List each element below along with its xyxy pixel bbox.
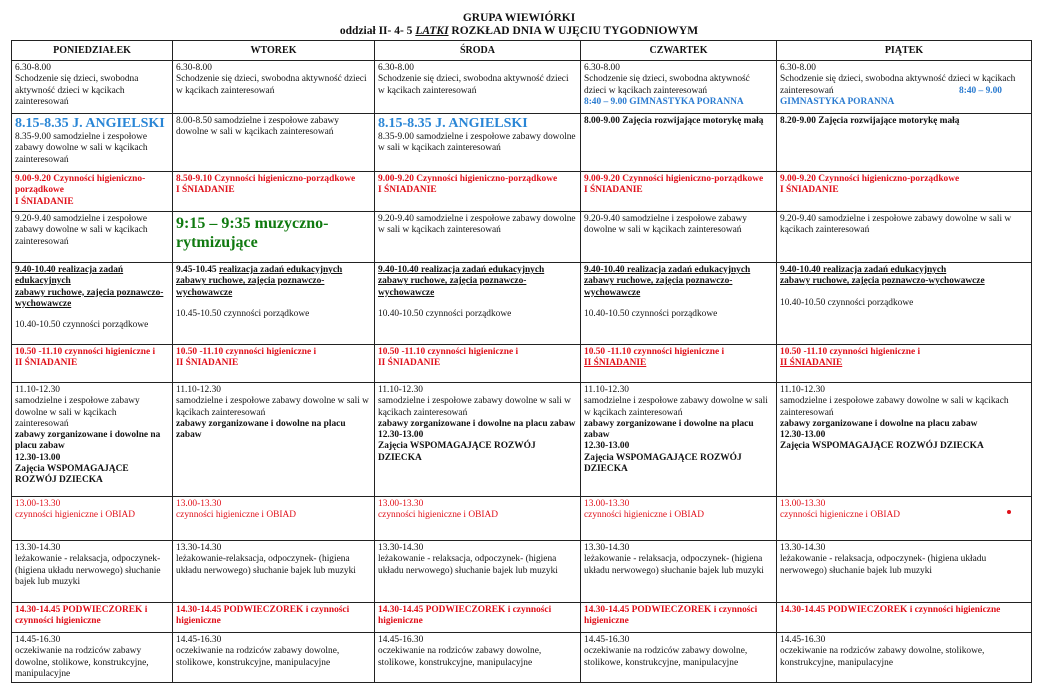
text: 8.20-9.00 Zajęcia rozwijające motorykę małą xyxy=(780,116,960,126)
cell-snack-tue: 14.30-14.45 PODWIECZOREK i czynności higieniczne xyxy=(173,603,375,633)
text: leżakowanie - relaksacja, odpoczynek- (higiena układu nerwowego) słuchanie bajek lub muzyki xyxy=(15,554,161,587)
time: 11.10-12.30 xyxy=(378,385,423,395)
cell-breakfast-tue xyxy=(173,172,375,212)
cell-wait-fri xyxy=(777,633,1032,683)
text: leżakowanie - relaksacja, odpoczynek- (higiena układu nerwowego) słuchanie bajek lub muzyki xyxy=(780,554,987,576)
tidy: 10.45-10.50 czynności porządkowe xyxy=(176,308,310,319)
time: 13.30-14.30 xyxy=(584,543,630,553)
meal: I ŚNIADANIE xyxy=(378,185,437,196)
text: Schodzenie się dzieci, swobodna aktywność dzieci w kącikach zainteresowań xyxy=(176,74,367,96)
cell-play-fri xyxy=(777,212,1032,263)
cell-breakfast-mon xyxy=(12,172,173,212)
schedule-table xyxy=(11,40,1032,683)
cell-wait-mon xyxy=(12,633,173,683)
time: 11.10-12.30 xyxy=(176,385,221,395)
table-row xyxy=(12,61,1032,114)
text: oczekiwanie na rodziców zabawy dowolne, stolikowe, konstrukcyjne, manipulacyjne xyxy=(378,646,542,668)
text: czynności higieniczne i OBIAD xyxy=(780,510,901,521)
text: 9.00-9.20 Czynności higieniczno-porządkowe xyxy=(378,174,558,184)
outdoor: zabawy zorganizowane i dowolne na placu zabaw xyxy=(378,418,576,429)
cell-wait-tue xyxy=(173,633,375,683)
time: 13.30-14.30 xyxy=(378,543,424,553)
subtitle-suffix: ROZKŁAD DNIA W UJĘCIU TYGODNIOWYM xyxy=(448,25,699,37)
cell-arrival-tue xyxy=(173,61,375,114)
cell-lunch-wed xyxy=(375,497,581,541)
cell-snack-thu: 14.30-14.45 PODWIECZOREK i czynności higieniczne xyxy=(581,603,777,633)
meal: II ŚNIADANIE xyxy=(378,358,441,369)
cell-outdoor-wed xyxy=(375,383,581,497)
table-row xyxy=(12,541,1032,603)
english-label: 8.15-8.35 J. ANGIELSKI xyxy=(378,116,528,131)
cell-snack-mon: 14.30-14.45 PODWIECZOREK i czynności higieniczne xyxy=(12,603,173,633)
cell-morning-fri xyxy=(777,114,1032,172)
time: 11.10-12.30 xyxy=(15,385,60,395)
cell-wait-wed xyxy=(375,633,581,683)
cell-breakfast-fri xyxy=(777,172,1032,212)
cell-outdoor-fri xyxy=(777,383,1032,497)
support: Zajęcia WSPOMAGAJĄCE ROZWÓJ DZIECKA xyxy=(780,441,984,452)
text: 8.35-9.00 samodzielne i zespołowe zabawy dowolne w sali w kącikach zainteresowań xyxy=(378,132,576,154)
table-row xyxy=(12,263,1032,345)
text: realizacja zadań edukacyjnych xyxy=(218,265,343,275)
gym-label: GIMNASTYKA PORANNA xyxy=(780,96,895,107)
day-header-fri: PIĄTEK xyxy=(777,41,1032,61)
cell-arrival-fri xyxy=(777,61,1032,114)
text: czynności higieniczne i OBIAD xyxy=(176,510,297,521)
text: 9.40-10.40 realizacja zadań edukacyjnych xyxy=(378,265,545,275)
music-text: 9:15 – 9:35 muzyczno-rytmizujące xyxy=(176,215,329,251)
outdoor: zabawy zorganizowane i dowolne na placu zabaw xyxy=(780,418,978,429)
cell-lunch-tue xyxy=(173,497,375,541)
time: 13.00-13.30 xyxy=(176,499,222,509)
english-label: 8.15-8.35 J. ANGIELSKI xyxy=(15,116,165,131)
cell-play-wed xyxy=(375,212,581,263)
text: czynności higieniczne i OBIAD xyxy=(15,510,136,521)
support: Zajęcia WSPOMAGAJĄCE ROZWÓJ DZIECKA xyxy=(584,452,742,475)
text: samodzielne i zespołowe zabawy dowolne w sali w kącikach zainteresowań xyxy=(176,396,369,418)
cell-outdoor-tue xyxy=(173,383,375,497)
cell-snack-fri: 14.30-14.45 PODWIECZOREK i czynności higieniczne xyxy=(777,603,1032,633)
cell-rest-thu xyxy=(581,541,777,603)
day-header-tue: WTOREK xyxy=(173,41,375,61)
cell-edu-tue xyxy=(173,263,375,345)
text: 9.40-10.40 realizacja zadań edukacyjnych xyxy=(584,265,751,275)
text: 8.00-8.50 samodzielne i zespołowe zabawy dowolne w sali w kącikach zainteresowań xyxy=(176,116,339,138)
text: 9.40-10.40 realizacja zadań edukacyjnych xyxy=(15,265,124,287)
time: 11.10-12.30 xyxy=(584,385,629,395)
cell-snack2-thu xyxy=(581,345,777,383)
meal: I ŚNIADANIE xyxy=(15,196,74,207)
cell-snack2-wed xyxy=(375,345,581,383)
day-header-thu: CZWARTEK xyxy=(581,41,777,61)
time: 13.30-14.30 xyxy=(15,543,61,553)
text: 9.40-10.40 realizacja zadań edukacyjnych xyxy=(780,265,947,275)
support: Zajęcia WSPOMAGAJĄCE ROZWÓJ DZIECKA xyxy=(15,464,129,486)
gym-text: 8:40 – 9.00 GIMNASTYKA PORANNA xyxy=(584,96,744,107)
meal: I ŚNIADANIE xyxy=(584,185,643,196)
text: 10.50 -11.10 czynności higieniczne i xyxy=(15,347,156,357)
cell-rest-fri xyxy=(777,541,1032,603)
text: leżakowanie - relaksacja, odpoczynek- (higiena układu nerwowego) słuchanie bajek lub muzyki xyxy=(584,554,764,576)
time: 13.30-14.30 xyxy=(176,543,222,553)
outdoor: zabawy zorganizowane i dowolne na placu zabaw xyxy=(176,418,346,441)
cell-arrival-wed xyxy=(375,61,581,114)
cell-play-mon xyxy=(12,212,173,263)
text: 9.20-9.40 samodzielne i zespołowe zabawy dowolne w sali w kącikach zainteresowań xyxy=(15,214,148,247)
text: samodzielne i zespołowe zabawy dowolne w sali w kącikach zainteresowań xyxy=(378,396,571,418)
time: 14.45-16.30 xyxy=(584,635,630,645)
text: 9.00-9.20 Czynności higieniczno-porządkowe xyxy=(15,174,146,196)
meal: I ŚNIADANIE xyxy=(780,185,839,196)
text: 9.20-9.40 samodzielne i zespołowe zabawy dowolne w sali w kącikach zainteresowań xyxy=(378,214,576,236)
text: 10.50 -11.10 czynności higieniczne i xyxy=(584,347,725,357)
text: samodzielne i zespołowe zabawy dowolne w sali w kącikach zainteresowań xyxy=(584,396,768,418)
cell-morning-tue xyxy=(173,114,375,172)
cell-morning-wed xyxy=(375,114,581,172)
cell-snack2-mon xyxy=(12,345,173,383)
text: leżakowanie-relaksacja, odpoczynek- (higiena układu nerwowego) słuchanie bajek lub muzyki xyxy=(176,554,356,576)
meal: II ŚNIADANIE xyxy=(15,358,78,369)
text: zabawy ruchowe, zajęcia poznawczo-wychowawcze xyxy=(780,276,985,287)
cell-snack2-fri xyxy=(777,345,1032,383)
time: 13.30-14.30 xyxy=(780,543,826,553)
cell-outdoor-mon xyxy=(12,383,173,497)
support-time: 12.30-13.00 xyxy=(584,441,630,452)
red-dot-mark xyxy=(1007,510,1011,514)
day-header-wed: ŚRODA xyxy=(375,41,581,61)
text: samodzielne i zespołowe zabawy dowolne w sali w kącikach zainteresowań xyxy=(15,396,140,429)
cell-edu-thu xyxy=(581,263,777,345)
table-row xyxy=(12,345,1032,383)
support-time: 12.30-13.00 xyxy=(780,430,826,441)
tidy: 10.40-10.50 czynności porządkowe xyxy=(584,308,718,319)
cell-outdoor-thu xyxy=(581,383,777,497)
support: Zajęcia WSPOMAGAJĄCE ROZWÓJ DZIECKA xyxy=(378,441,536,463)
time: 13.00-13.30 xyxy=(584,499,630,509)
time: 6.30-8.00 xyxy=(584,63,620,73)
cell-rest-wed xyxy=(375,541,581,603)
gym-time: 8:40 – 9.00 xyxy=(959,85,1002,96)
text: zabawy ruchowe, zajęcia poznawczo-wychowawcze xyxy=(15,287,164,309)
cell-play-thu xyxy=(581,212,777,263)
text: 10.50 -11.10 czynności higieniczne i xyxy=(378,347,519,357)
time: 6.30-8.00 xyxy=(378,63,414,73)
text: Schodzenie się dzieci, swobodna aktywność dzieci w kącikach zainteresowań xyxy=(584,74,750,96)
support-time: 12.30-13.00 xyxy=(378,430,424,441)
meal: I ŚNIADANIE xyxy=(176,185,235,196)
day-header-mon: PONIEDZIAŁEK xyxy=(12,41,173,61)
time: 11.10-12.30 xyxy=(780,385,825,395)
text: 9.20-9.40 samodzielne i zespołowe zabawy dowolne w sali w kącikach zainteresowań xyxy=(584,214,747,236)
page-title: GRUPA WIEWIÓRKI xyxy=(462,12,576,24)
table-row xyxy=(12,497,1032,541)
text: oczekiwanie na rodziców zabawy dowolne, stolikowe, konstrukcyjne, manipulacyjne xyxy=(15,646,149,679)
time: 9.45-10.45 xyxy=(176,265,217,275)
tidy: 10.40-10.50 czynności porządkowe xyxy=(780,297,914,308)
cell-edu-wed xyxy=(375,263,581,345)
time: 14.45-16.30 xyxy=(780,635,826,645)
cell-morning-thu xyxy=(581,114,777,172)
cell-snack-wed: 14.30-14.45 PODWIECZOREK i czynności higieniczne xyxy=(375,603,581,633)
text: 9.00-9.20 Czynności higieniczno-porządkowe xyxy=(780,174,960,184)
subtitle-age: LATKI xyxy=(415,25,449,37)
meal: II ŚNIADANIE xyxy=(176,358,239,369)
table-row xyxy=(12,212,1032,263)
text: czynności higieniczne i OBIAD xyxy=(378,510,499,521)
cell-lunch-fri xyxy=(777,497,1032,541)
page-subtitle xyxy=(0,25,1038,38)
cell-arrival-thu xyxy=(581,61,777,114)
cell-snack2-tue xyxy=(173,345,375,383)
time: 6.30-8.00 xyxy=(780,63,816,73)
text: 8.35-9.00 samodzielne i zespołowe zabawy dowolne w sali w kącikach zainteresowań xyxy=(15,132,148,165)
text: 8.50-9.10 Czynności higieniczno-porządkowe xyxy=(176,174,356,184)
cell-breakfast-thu xyxy=(581,172,777,212)
text: Schodzenie się dzieci, swobodna aktywność dzieci w kącikach zainteresowań xyxy=(378,74,569,96)
table-row xyxy=(12,114,1032,172)
cell-rest-mon xyxy=(12,541,173,603)
cell-breakfast-wed xyxy=(375,172,581,212)
table-row xyxy=(12,383,1032,497)
text: oczekiwanie na rodziców zabawy dowolne, stolikowe, konstrukcyjne, manipulacyjne xyxy=(780,646,985,668)
time: 14.45-16.30 xyxy=(176,635,222,645)
text: 8.00-9.00 Zajęcia rozwijające motorykę małą xyxy=(584,116,764,126)
text: leżakowanie - relaksacja, odpoczynek- (higiena układu nerwowego) słuchanie bajek lub muzyki xyxy=(378,554,558,576)
subtitle-prefix: oddział II- 4- 5 xyxy=(339,25,416,37)
text: 9.20-9.40 samodzielne i zespołowe zabawy dowolne w sali w kącikach zainteresowań xyxy=(780,214,1012,236)
cell-morning-mon xyxy=(12,114,173,172)
cell-rest-tue xyxy=(173,541,375,603)
time: 6.30-8.00 xyxy=(15,63,51,73)
text: Schodzenie się dzieci, swobodna aktywność dzieci w kącikach zainteresowań xyxy=(15,74,139,107)
text: samodzielne i zespołowe zabawy dowolne w sali w kącikach zainteresowań xyxy=(780,396,1009,418)
time: 13.00-13.30 xyxy=(378,499,424,509)
text: zabawy ruchowe, zajęcia poznawczo-wychowawcze xyxy=(584,276,733,298)
text: 10.50 -11.10 czynności higieniczne i xyxy=(176,347,317,357)
meal: II ŚNIADANIE xyxy=(780,358,843,369)
support-time: 12.30-13.00 xyxy=(15,452,61,463)
text: oczekiwanie na rodziców zabawy dowolne, stolikowe, konstrukcyjne, manipulacyjne xyxy=(584,646,748,668)
text: 10.50 -11.10 czynności higieniczne i xyxy=(780,347,921,357)
text: zabawy ruchowe, zajęcia poznawczo-wychowawcze xyxy=(378,276,527,298)
tidy: 10.40-10.50 czynności porządkowe xyxy=(15,320,149,331)
time: 14.45-16.30 xyxy=(15,635,61,645)
time: 14.45-16.30 xyxy=(378,635,424,645)
outdoor: zabawy zorganizowane i dowolne na placu zabaw xyxy=(584,418,754,441)
cell-lunch-thu xyxy=(581,497,777,541)
time: 13.00-13.30 xyxy=(780,499,826,509)
text: zabawy ruchowe, zajęcia poznawczo-wychowawcze xyxy=(176,276,325,298)
cell-arrival-mon xyxy=(12,61,173,114)
cell-lunch-mon xyxy=(12,497,173,541)
time: 13.00-13.30 xyxy=(15,499,61,509)
text: 9.00-9.20 Czynności higieniczno-porządkowe xyxy=(584,174,764,184)
cell-edu-fri xyxy=(777,263,1032,345)
table-row xyxy=(12,633,1032,683)
table-row xyxy=(12,172,1032,212)
meal: II ŚNIADANIE xyxy=(584,358,647,369)
day-header-row xyxy=(12,41,1032,61)
text: czynności higieniczne i OBIAD xyxy=(584,510,705,521)
cell-wait-thu xyxy=(581,633,777,683)
text: oczekiwanie na rodziców zabawy dowolne, stolikowe, konstrukcyjne, manipulacyjne xyxy=(176,646,340,668)
tidy: 10.40-10.50 czynności porządkowe xyxy=(378,308,512,319)
cell-play-tue xyxy=(173,212,375,263)
outdoor: zabawy zorganizowane i dowolne na placu zabaw xyxy=(15,430,161,452)
text: Schodzenie się dzieci, swobodna aktywność dzieci w kącikach zainteresowań xyxy=(780,74,1016,96)
table-row xyxy=(12,603,1032,633)
cell-edu-mon xyxy=(12,263,173,345)
time: 6.30-8.00 xyxy=(176,63,212,73)
